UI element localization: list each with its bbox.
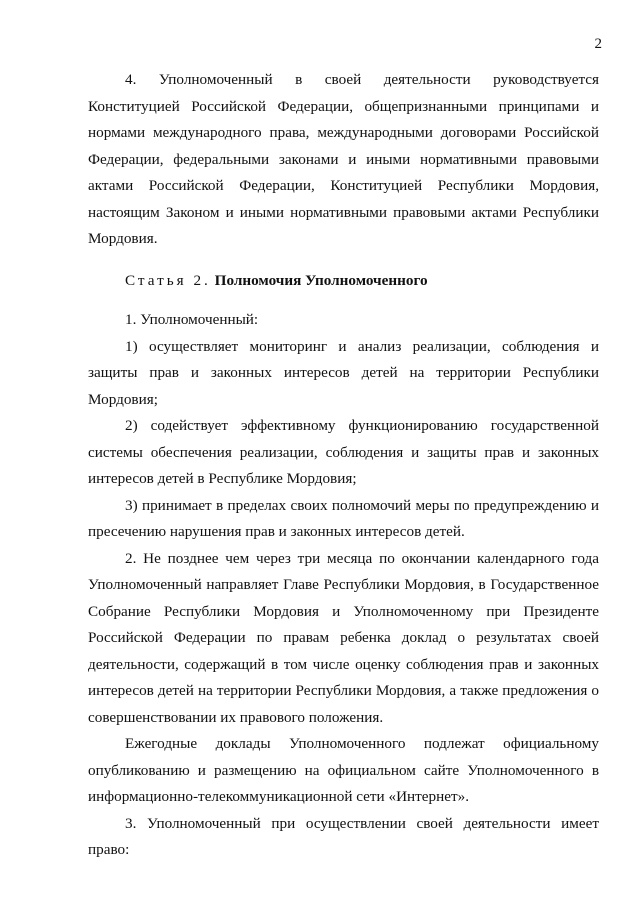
paragraph-subitem-3: 3) принимает в пределах своих полномочий меры по предупреждению и пресечению нарушения прав и законных интересов детей. — [88, 496, 599, 540]
article-heading — [88, 268, 599, 295]
paragraph-subitem-2: 2) содействует эффективному функционированию государственной системы обеспечения реализации, соблюдения и защиты прав и законных интересов детей в Республике Мордовия; — [88, 417, 599, 487]
paragraph-item-4: 4. Уполномоченный в своей деятельности руководствуется Конституцией Российской Федерации, общепризнанными принципами и нормами международного права, международными договорами Российской Федерации, федеральными законами и иными нормативными правовыми актами Российской Федерации, Конституцией Республики Мордовия, настоящим Законом и иными нормативными правовыми актами Республики Мордовия. — [88, 71, 599, 247]
article-title: Полномочия Уполномоченного — [214, 271, 428, 289]
paragraph-subitem-1: 1) осуществляет мониторинг и анализ реализации, соблюдения и защиты прав и законных интересов детей на территории Республики Мордовия; — [88, 337, 599, 408]
paragraph-part-3: 3. Уполномоченный при осуществлении своей деятельности имеет право: — [88, 814, 599, 858]
page-number: 2 — [594, 36, 602, 52]
paragraph-part-2: 2. Не позднее чем через три месяца по окончании календарного года Уполномоченный направляет Главе Республики Мордовия, в Государственное Собрание Республики Мордовия и Уполномоченному при Президенте Российской Федерации по правам ребенка доклад о результатах своей деятельности, содержащий в том числе оценку соблюдения прав и законных интересов детей на территории Республики Мордовия, а также предложения о совершенствовании их правового положения. — [88, 549, 599, 726]
paragraph-annual-reports: Ежегодные доклады Уполномоченного подлежат официальному опубликованию и размещению на официальном сайте Уполномоченного в информационно-телекоммуникационной сети «Интернет». — [88, 735, 599, 805]
paragraph-part-1: 1. Уполномоченный: — [125, 311, 259, 328]
document-body — [88, 67, 599, 864]
article-label: Статья 2. — [125, 271, 211, 289]
